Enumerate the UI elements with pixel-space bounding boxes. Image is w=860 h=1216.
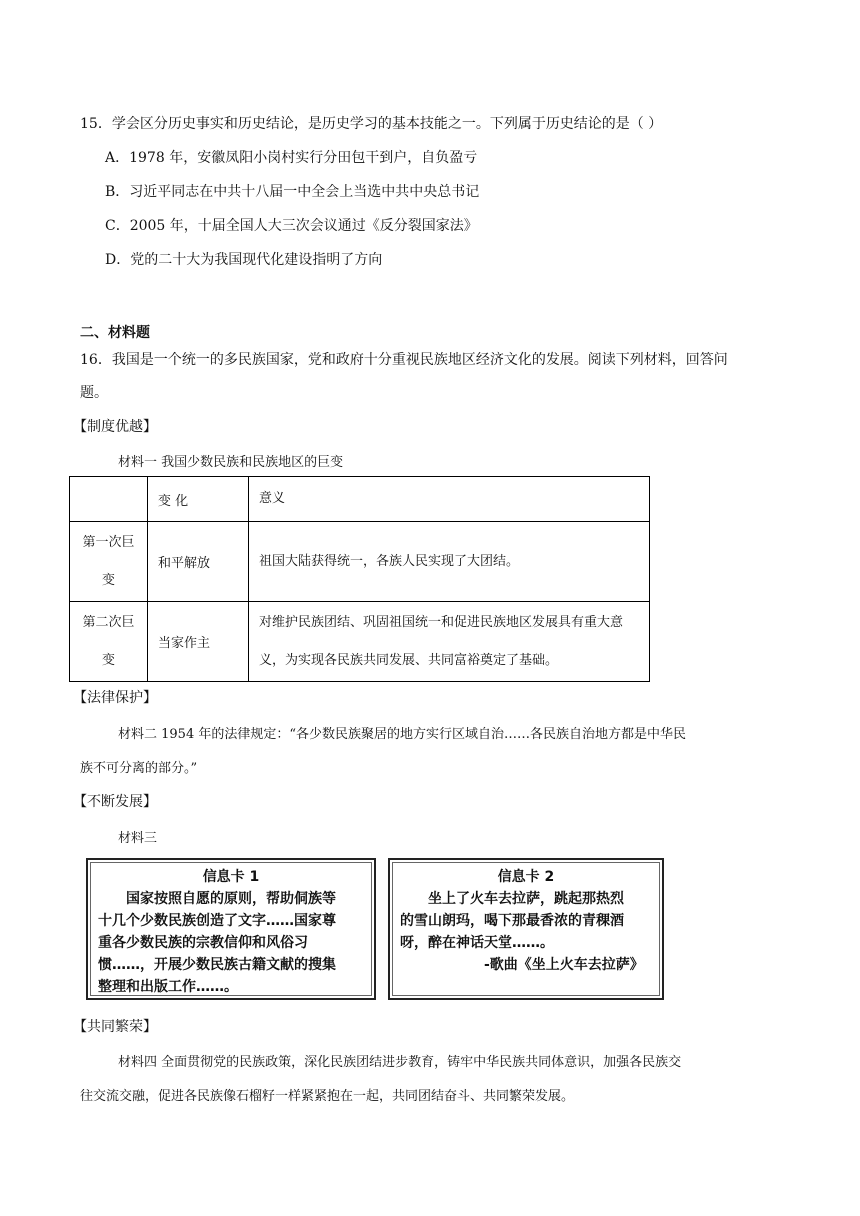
- row-label-part: 第二次巨: [82, 614, 135, 630]
- heading-falv: 【法律保护】: [73, 690, 157, 706]
- card-line: 十几个少数民族创造了文字……国家尊: [98, 913, 336, 929]
- row-meaning: 对维护民族团结、巩固祖国统一和促进民族地区发展具有重大意义，为实现各民族共同发展、共同富裕奠定了基础。: [249, 602, 650, 682]
- row-change: 和平解放: [148, 522, 249, 602]
- table-row: [70, 602, 650, 682]
- heading-zhidu: 【制度优越】: [73, 419, 157, 435]
- material-2-line1: 材料二 1954 年的法律规定：“各少数民族聚居的地方实行区域自治……各民族自治地方都是中华民: [118, 727, 686, 742]
- option-d[interactable]: D．党的二十大为我国现代化建设指明了方向: [105, 252, 383, 268]
- card-title: 信息卡 2: [497, 869, 555, 885]
- heading-fazhan: 【不断发展】: [73, 794, 157, 810]
- card-line: 重各少数民族的宗教信仰和风俗习: [98, 935, 308, 951]
- card-line: 坐上了火车去拉萨，跳起那热烈: [400, 891, 624, 907]
- table-header-cell: 意义: [249, 477, 650, 522]
- card-line: 整理和出版工作……。: [98, 979, 238, 995]
- card-line: 国家按照自愿的原则，帮助侗族等: [98, 891, 336, 907]
- card-line: 呀，醉在神话天堂……。: [400, 935, 554, 951]
- row-label: [70, 602, 148, 682]
- material-4-line1: 材料四 全面贯彻党的民族政策，深化民族团结进步教育，铸牢中华民族共同体意识，加强各民族交: [118, 1055, 682, 1070]
- info-card-1: [86, 858, 376, 1000]
- card-line: 的雪山朗玛，喝下那最香浓的青稞酒: [400, 913, 624, 929]
- row-label-part: 变: [101, 652, 115, 668]
- material-1-title: 材料一 我国少数民族和民族地区的巨变: [118, 455, 344, 470]
- material-3-title: 材料三: [118, 831, 158, 846]
- question-16-stem-line1: 16．我国是一个统一的多民族国家，党和政府十分重视民族地区经济文化的发展。阅读下列材料，回答问: [80, 352, 728, 368]
- row-label: [70, 522, 148, 602]
- heading-fanrong: 【共同繁荣】: [73, 1019, 157, 1035]
- card-line: -歌曲《坐上火车去拉萨》: [400, 957, 644, 973]
- row-label-part: 第一次巨: [82, 534, 135, 550]
- table-row: [70, 522, 650, 602]
- table-header-cell: 变 化: [148, 477, 249, 522]
- question-15-stem: 15．学会区分历史事实和历史结论，是历史学习的基本技能之一。下列属于历史结论的是（ ）: [80, 116, 663, 132]
- option-c[interactable]: C．2005 年，十届全国人大三次会议通过《反分裂国家法》: [105, 218, 478, 234]
- material-4-line2: 往交流交融，促进各民族像石榴籽一样紧紧抱在一起，共同团结奋斗、共同繁荣发展。: [80, 1089, 575, 1104]
- card-title: 信息卡 1: [202, 869, 260, 885]
- table-header-row: [70, 477, 650, 522]
- option-b[interactable]: B．习近平同志在中共十八届一中全会上当选中共中央总书记: [105, 184, 480, 200]
- row-change: 当家作主: [148, 602, 249, 682]
- info-card-2: [388, 858, 664, 1000]
- material-1-table: [69, 476, 650, 682]
- section-title: 二、材料题: [80, 325, 150, 341]
- table-header-cell: [70, 477, 148, 522]
- option-a[interactable]: A．1978 年，安徽凤阳小岗村实行分田包干到户，自负盈亏: [105, 150, 478, 166]
- card-line: 惯……，开展少数民族古籍文献的搜集: [98, 957, 336, 973]
- row-meaning: 祖国大陆获得统一，各族人民实现了大团结。: [249, 522, 650, 602]
- row-label-part: 变: [101, 572, 115, 588]
- question-16-stem-line2: 题。: [80, 385, 108, 401]
- material-2-line2: 族不可分离的部分。”: [80, 761, 198, 776]
